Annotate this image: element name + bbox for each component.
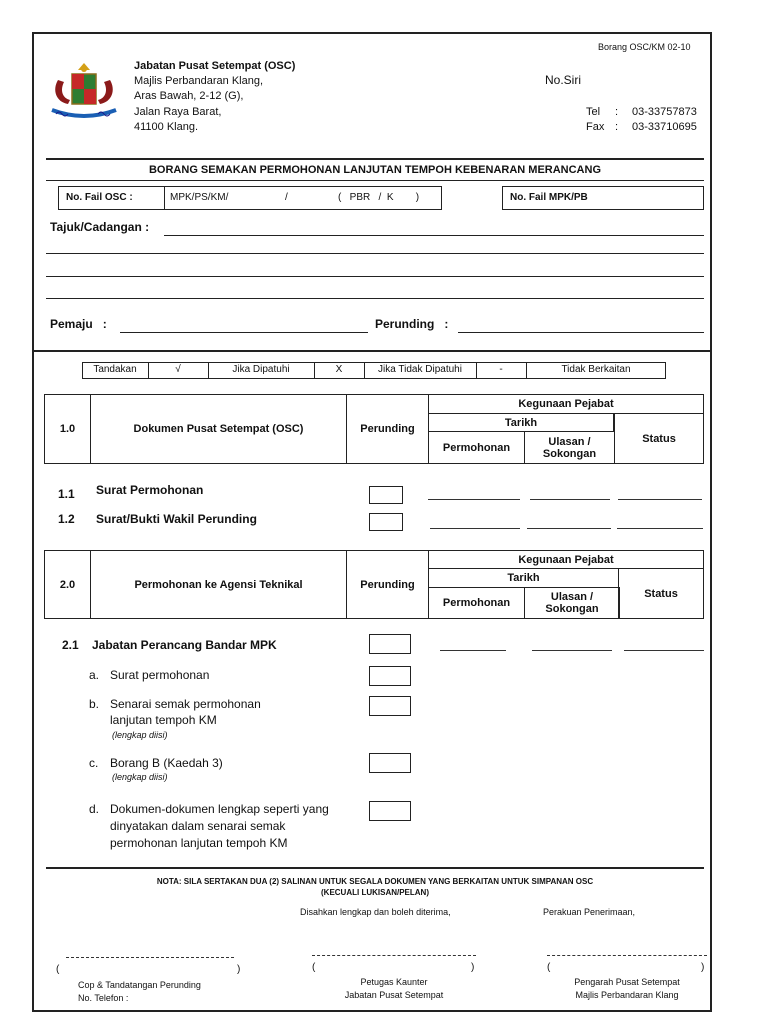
tajuk-input-line[interactable]	[46, 298, 704, 299]
ulasan-date-line[interactable]	[532, 650, 612, 651]
item-label: dinyatakan dalam senarai semak	[110, 819, 286, 833]
item-label: Dokumen-dokumen lengkap seperti yang	[110, 802, 329, 816]
item-note: (lengkap diisi)	[112, 730, 168, 740]
ulasan-date-line[interactable]	[530, 499, 610, 500]
sig-pengarah-label: Pengarah Pusat Setempat	[574, 977, 680, 987]
section1-kegunaan-header: Kegunaan Pejabat	[428, 394, 704, 414]
footer-divider	[46, 867, 704, 869]
fax-value: 03-33710695	[632, 121, 697, 133]
legend-tidak-berkaitan: Tidak Berkaitan	[561, 364, 631, 375]
crest-logo	[48, 60, 120, 126]
osc-file-divider	[164, 186, 165, 210]
checkbox-surat-wakil[interactable]	[369, 513, 403, 531]
legend-tandakan: Tandakan	[93, 364, 137, 375]
status-line[interactable]	[617, 528, 703, 529]
item-label: Surat Permohonan	[96, 483, 204, 497]
address-line: Majlis Perbandaran Klang,	[134, 75, 264, 87]
section2-permohonan-header: Permohonan	[428, 587, 525, 619]
paren-open: (	[547, 962, 551, 973]
pemaju-label: Pemaju :	[50, 317, 107, 331]
sokongan-text: Sokongan	[542, 447, 597, 460]
item-letter: c.	[89, 756, 99, 770]
fax-label: Fax	[586, 121, 605, 133]
checkbox-senarai-semak[interactable]	[369, 696, 411, 716]
fax-sep: :	[615, 121, 619, 133]
header-divider	[46, 158, 704, 160]
section1-status-header: Status	[614, 413, 704, 464]
form-code: Borang OSC/KM 02-10	[598, 42, 691, 52]
checkbox-jabatan-perancang[interactable]	[369, 634, 411, 654]
checkbox-borang-b[interactable]	[369, 753, 411, 773]
section1-title: Dokumen Pusat Setempat (OSC)	[90, 394, 347, 464]
signature-line-petugas[interactable]	[312, 955, 476, 956]
signature-line-pengarah[interactable]	[547, 955, 707, 956]
status-line[interactable]	[624, 650, 704, 651]
section2-kegunaan-header: Kegunaan Pejabat	[428, 550, 704, 569]
perakuan-text: Perakuan Penerimaan,	[543, 907, 636, 917]
item-label: Surat/Bukti Wakil Perunding	[96, 512, 257, 526]
permohonan-date-line[interactable]	[430, 528, 520, 529]
perunding-input-line[interactable]	[458, 332, 704, 333]
sig-perunding-label: Cop & Tandatangan Perunding	[78, 980, 201, 990]
perunding-label: Perunding :	[375, 317, 449, 331]
osc-file-prefix: MPK/PS/KM/	[170, 192, 229, 203]
sokongan-text: Sokongan	[545, 603, 599, 615]
sig-pengarah-org: Majlis Perbandaran Klang	[575, 990, 679, 1000]
permohonan-date-line[interactable]	[440, 650, 506, 651]
no-siri: No.Siri	[545, 73, 582, 87]
status-line[interactable]	[618, 499, 702, 500]
section1-perunding-header: Perunding	[346, 394, 429, 464]
section1-permohonan-header: Permohonan	[428, 431, 525, 464]
checkbox-surat-permohonan[interactable]	[369, 486, 403, 504]
tel-label: Tel	[586, 106, 601, 118]
permohonan-date-line[interactable]	[428, 499, 520, 500]
item-note: (lengkap diisi)	[112, 772, 168, 782]
tajuk-input-line[interactable]	[46, 253, 704, 254]
item-number: 1.1	[58, 487, 75, 501]
item-letter: a.	[89, 668, 100, 682]
signature-line-perunding[interactable]	[66, 957, 234, 958]
disahkan-text: Disahkan lengkap dan boleh diterima,	[300, 907, 451, 917]
ulasan-date-line[interactable]	[527, 528, 611, 529]
checkbox-dokumen-lengkap[interactable]	[369, 801, 411, 821]
item-letter: d.	[89, 802, 100, 816]
legend-dipatuhi: Jika Dipatuhi	[232, 364, 290, 375]
nota-line-1: NOTA: SILA SERTAKAN DUA (2) SALINAN UNTUK SEGALA DOKUMEN YANG BERKAITAN UNTUK SIMPANAN OSC	[156, 877, 594, 886]
paren-close: )	[237, 964, 241, 975]
section2-number: 2.0	[44, 550, 91, 619]
osc-file-slash: /	[285, 192, 288, 203]
section1-ulasan-header	[524, 431, 615, 464]
org-name: Jabatan Pusat Setempat (OSC)	[134, 60, 296, 72]
item-number: 1.2	[58, 512, 75, 526]
item-label: Borang B (Kaedah 3)	[110, 756, 223, 770]
legend-x: X	[335, 364, 343, 375]
sig-petugas-dept: Jabatan Pusat Setempat	[344, 990, 444, 1000]
sub-title: Jabatan Perancang Bandar MPK	[92, 638, 277, 652]
section2-perunding-header: Perunding	[346, 550, 429, 619]
ulasan-text: Ulasan /	[550, 591, 594, 603]
item-label: lanjutan tempoh KM	[110, 713, 217, 727]
paren-open: (	[56, 964, 60, 975]
address-line: Aras Bawah, 2-12 (G),	[134, 90, 244, 102]
tajuk-input-line[interactable]	[164, 235, 704, 236]
section1-tarikh-header: Tarikh	[428, 413, 614, 432]
item-letter: b.	[89, 697, 100, 711]
form-title: BORANG SEMAKAN PERMOHONAN LANJUTAN TEMPOH KEBENARAN MERANCANG	[148, 164, 602, 176]
item-label: Senarai semak permohonan	[110, 697, 261, 711]
item-label: permohonan lanjutan tempoh KM	[110, 836, 288, 850]
section2-ulasan-header	[524, 587, 620, 619]
section-divider	[34, 350, 710, 352]
ulasan-text: Ulasan /	[548, 435, 591, 448]
osc-file-pbr: ( PBR / K )	[338, 192, 420, 203]
paren-close: )	[701, 962, 705, 973]
section2-tarikh-header: Tarikh	[428, 568, 619, 588]
checkbox-surat-permohonan-2[interactable]	[369, 666, 411, 686]
tel-value: 03-33757873	[632, 106, 697, 118]
sig-petugas-label: Petugas Kaunter	[360, 977, 428, 987]
osc-file-label: No. Fail OSC :	[66, 192, 133, 203]
pemaju-input-line[interactable]	[120, 332, 368, 333]
legend-dash: -	[499, 364, 503, 375]
title-divider	[46, 180, 704, 181]
tajuk-input-line[interactable]	[46, 276, 704, 277]
sub-number: 2.1	[62, 638, 79, 652]
paren-open: (	[312, 962, 316, 973]
section2-status-header: Status	[618, 568, 704, 619]
address-line: 41100 Klang.	[134, 121, 199, 133]
tel-sep: :	[615, 106, 619, 118]
tajuk-label: Tajuk/Cadangan :	[50, 220, 150, 234]
legend-tidak-dipatuhi: Jika Tidak Dipatuhi	[378, 364, 462, 375]
sig-perunding-phone: No. Telefon :	[78, 993, 129, 1003]
legend-tick: √	[175, 364, 181, 375]
nota-line-2: (KECUALI LUKISAN/PELAN)	[321, 888, 429, 897]
paren-close: )	[471, 962, 475, 973]
mpk-file-label: No. Fail MPK/PB	[510, 192, 588, 203]
section1-number: 1.0	[44, 394, 91, 464]
section2-title: Permohonan ke Agensi Teknikal	[90, 550, 347, 619]
address-line: Jalan Raya Barat,	[134, 106, 222, 118]
item-label: Surat permohonan	[110, 668, 210, 682]
